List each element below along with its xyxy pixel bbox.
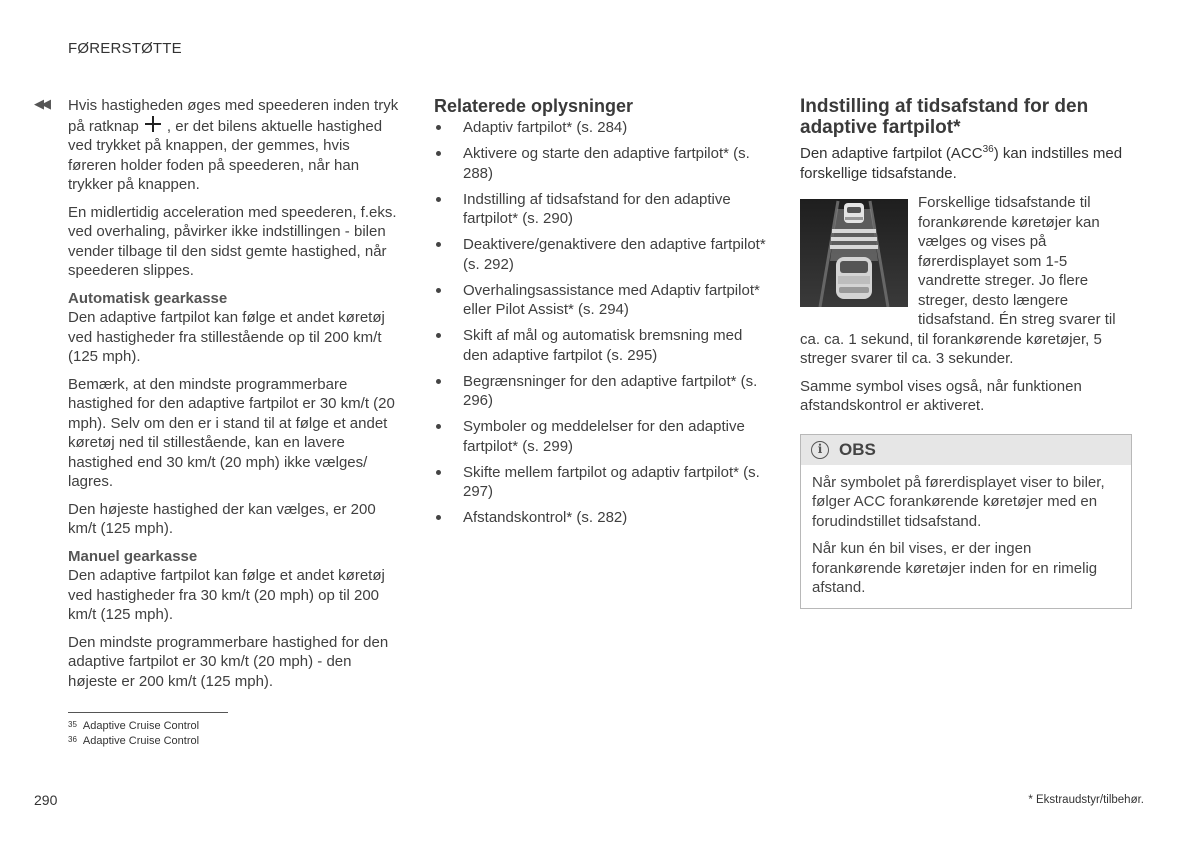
subheading-automatic: Automatisk gearkasse — [68, 289, 228, 307]
section-title: Indstilling af tidsafstand for den adaptive fartpilot* — [800, 96, 1089, 138]
paragraph: Bemærk, at den mindste programmerbare hastighed for den adaptive fartpilot er 30 km/t (20 mph). Selv om den er i stand til at følge et andet køretøj ned til stillestående, kan en lavere hastighed end 30 km/t (20 mph) ikke vælges/ lagres. — [68, 375, 395, 490]
footnote-divider — [68, 712, 228, 713]
note-paragraph: Når kun én bil vises, er der ingen forankørende køretøjer inden for en rimelig afstand. — [812, 540, 1098, 596]
related-link[interactable]: Begrænsninger for den adaptive fartpilot* (s. 296) — [434, 372, 768, 411]
note-paragraph: Når symbolet på førerdisplayet viser to biler, følger ACC forankørende køretøjer med en forudindstillet tidsafstand. — [812, 473, 1105, 530]
note-title: OBS — [839, 439, 876, 459]
column-right — [800, 96, 1132, 609]
footer-note: * Ekstraudstyr/tilbehør. — [1028, 794, 1144, 806]
page-number: 290 — [34, 792, 58, 808]
subheading-manual: Manuel gearkasse — [68, 547, 198, 565]
note-box — [800, 434, 1132, 609]
related-info-list — [434, 118, 768, 528]
column-left — [68, 96, 400, 699]
paragraph: Den højeste hastighed der kan vælges, er 200 km/t (125 mph). — [68, 500, 376, 537]
figure-block — [800, 193, 1132, 369]
related-link[interactable]: Overhalingsassistance med Adaptiv fartpilot* eller Pilot Assist* (s. 294) — [434, 281, 768, 320]
related-link[interactable]: Adaptiv fartpilot* (s. 284) — [434, 118, 768, 138]
related-link[interactable]: Deaktivere/genaktivere den adaptive fartpilot* (s. 292) — [434, 235, 768, 274]
intro-paragraph: Den adaptive fartpilot (ACC$^{36}$) kan indstilles med forskellige tidsafstande. — [800, 144, 1123, 182]
footnote: 36 Adaptive Cruise Control — [68, 735, 200, 747]
info-icon: i — [811, 441, 829, 459]
figure-description: Forskellige tidsafstande til forankørende køretøjer kan vælges og vises på førerdisplayet som 1-5 vandrette streger. Jo flere streger, desto længere tidsafstand. Én streg svarer til ca. ca. 1 sekund, til forankørende køretøjer, 5 streger svarer til ca. 3 sekunder. — [800, 194, 1116, 367]
paragraph: Samme symbol vises også, når funktionen afstandskontrol er aktiveret. — [800, 377, 1082, 414]
continued-arrow-icon: ◀◀ — [34, 96, 48, 111]
footnote: 35 Adaptive Cruise Control — [68, 720, 200, 732]
plus-icon — [143, 116, 163, 132]
paragraph: En midlertidig acceleration med speederen, f.eks. ved overhaling, påvirker ikke indstillingen - bilen vender tilbage til den sidst gemte hastighed, når speederen slippes. — [68, 203, 397, 279]
paragraph: Den adaptive fartpilot kan følge et andet køretøj ved hastigheder fra stillestående op til 200 km/t (125 mph). — [68, 309, 385, 365]
note-body — [801, 465, 1131, 608]
related-link[interactable]: Afstandskontrol* (s. 282) — [434, 508, 768, 528]
related-link[interactable]: Symboler og meddelelser for den adaptive fartpilot* (s. 299) — [434, 417, 768, 456]
paragraph: Den mindste programmerbare hastighed for den adaptive fartpilot er 30 km/t (20 mph) - den højeste er 200 km/t (125 mph). — [68, 633, 389, 690]
related-link[interactable]: Skifte mellem fartpilot og adaptiv fartpilot* (s. 297) — [434, 463, 768, 502]
paragraph: Den adaptive fartpilot kan følge et andet køretøj ved hastigheder fra 30 km/t (20 mph) op til 200 km/t (125 mph). — [68, 567, 385, 623]
related-info-heading: Relaterede oplysninger — [434, 96, 634, 116]
related-link[interactable]: Aktivere og starte den adaptive fartpilot* (s. 288) — [434, 144, 768, 183]
footnotes — [68, 712, 228, 748]
related-link[interactable]: Skift af mål og automatisk bremsning med den adaptive fartpilot (s. 295) — [434, 326, 768, 365]
column-middle — [434, 96, 768, 534]
paragraph: Hvis hastigheden øges med speederen inden tryk på ratknap , er det bilens aktuelle hastighed ved trykket på knappen, der gemmes, hvis føreren holder foden på speederen, når han trykker på knappen. — [68, 97, 399, 193]
note-header — [801, 435, 1131, 465]
related-link[interactable]: Indstilling af tidsafstand for den adaptive fartpilot* (s. 290) — [434, 190, 768, 229]
acc-display-image — [800, 199, 908, 307]
section-header: FØRERSTØTTE — [68, 40, 182, 57]
